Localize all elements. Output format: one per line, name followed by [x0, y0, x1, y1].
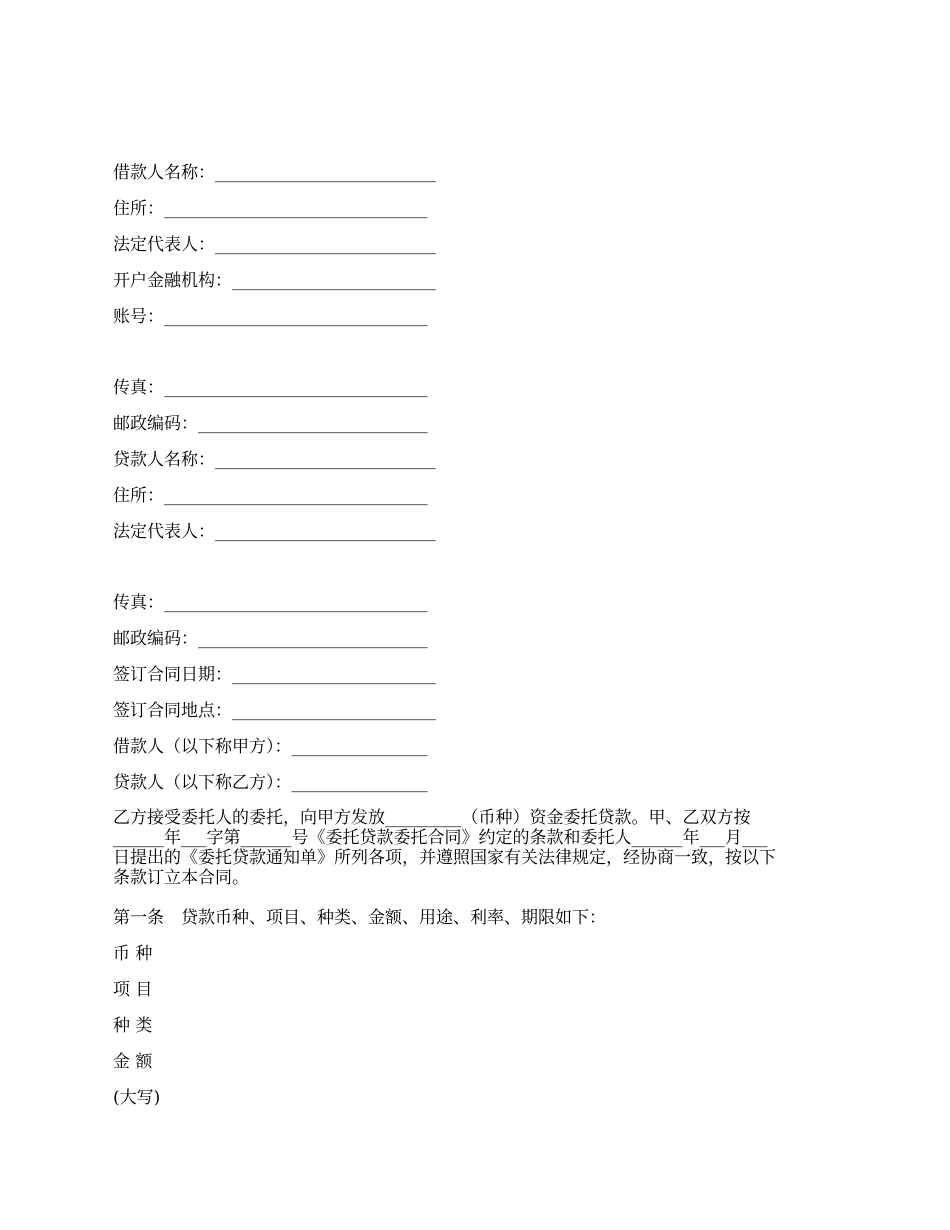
- lender-fax-field: 传真：_______________________________: [113, 593, 428, 613]
- item-amount: 金 额: [113, 1052, 153, 1072]
- party-a-field: 借款人（以下称甲方）：________________: [113, 737, 428, 757]
- item-type: 种 类: [113, 1016, 153, 1036]
- lender-address-field: 住所：_______________________________: [113, 486, 428, 506]
- signing-date-field: 签订合同日期：________________________: [113, 665, 436, 685]
- borrower-address-field: 住所：_______________________________: [113, 199, 428, 219]
- article-1-heading: 第一条 贷款币种、项目、种类、金额、用途、利率、期限如下：: [113, 908, 606, 928]
- borrower-account-field: 账号：_______________________________: [113, 307, 428, 327]
- item-currency: 币 种: [113, 944, 153, 964]
- borrower-postcode-field: 邮政编码：___________________________: [113, 414, 428, 434]
- signing-place-field: 签订合同地点：________________________: [113, 701, 436, 721]
- borrower-name-field: 借款人名称：__________________________: [113, 163, 436, 183]
- intro-paragraph: 乙方接受委托人的委托，向甲方发放_________（币种）资金委托贷款。甲、乙双方按 ______年___字第______号《委托贷款委托合同》约定的条款和委托人______年___月___ 日提出的《委托贷款通知单》所列各项，并遵照国家有关法律规定，经协商一致，按以下 条款订立本合同。: [113, 808, 776, 888]
- borrower-legal-rep-field: 法定代表人：__________________________: [113, 235, 436, 255]
- party-b-field: 贷款人（以下称乙方）：________________: [113, 773, 428, 793]
- borrower-fax-field: 传真：_______________________________: [113, 378, 428, 398]
- item-amount-capital: (大写): [113, 1088, 161, 1108]
- lender-postcode-field: 邮政编码：___________________________: [113, 629, 428, 649]
- lender-name-field: 贷款人名称：__________________________: [113, 450, 436, 470]
- borrower-bank-field: 开户金融机构：________________________: [113, 271, 436, 291]
- item-project: 项 目: [113, 980, 153, 1000]
- lender-legal-rep-field: 法定代表人：__________________________: [113, 522, 436, 542]
